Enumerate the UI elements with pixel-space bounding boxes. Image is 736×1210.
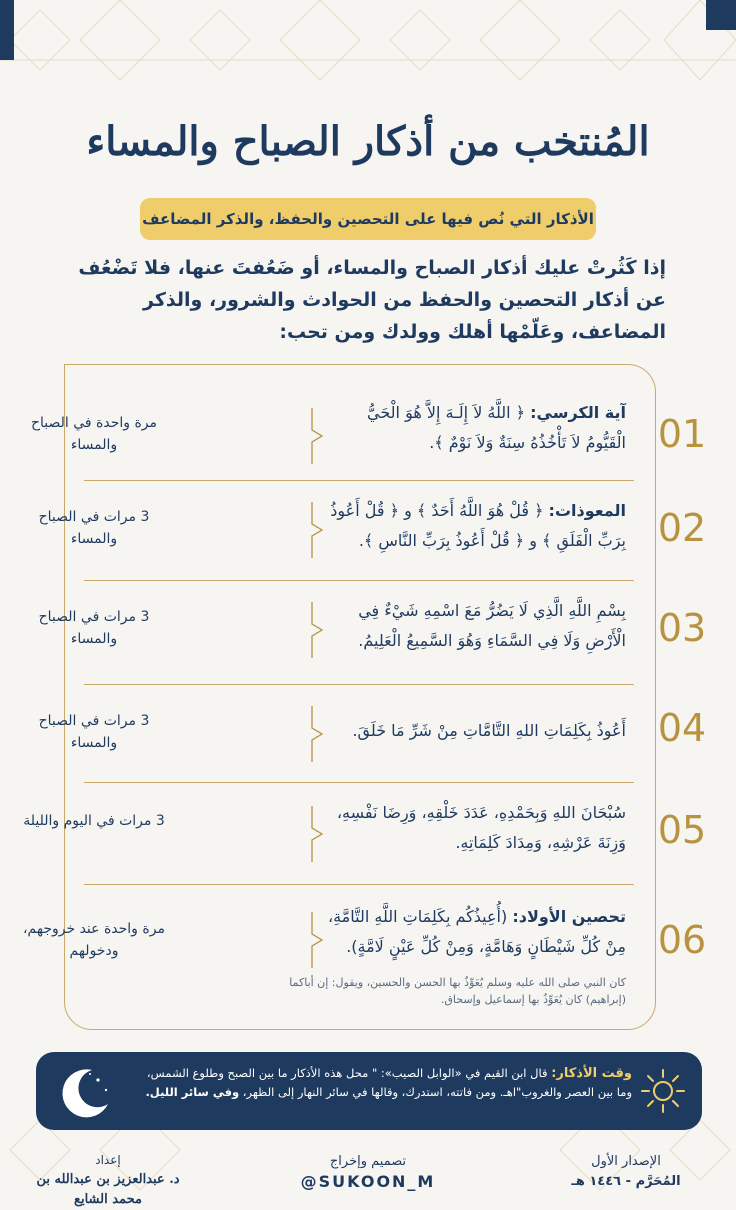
author-credit <box>28 1150 188 1210</box>
item-dhikr: أَعُوذُ بِكَلِمَاتِ اللهِ التَّامَّاتِ مِنْ شَرِّ مَا خَلَقَ. <box>352 721 626 740</box>
item-label: المعوذات: <box>548 501 626 520</box>
row-divider <box>84 684 634 685</box>
item-frequency: 3 مرات في الصباح والمساء <box>38 713 150 751</box>
bracket-icon <box>310 912 324 968</box>
subtitle-banner <box>140 198 596 240</box>
item-label: آية الكرسي: <box>530 403 626 422</box>
bracket-icon <box>310 502 324 558</box>
edition-info <box>556 1152 696 1192</box>
item-number: 01 <box>657 412 707 456</box>
sun-icon <box>638 1066 688 1116</box>
item-frequency: مرة واحدة في الصباح والمساء <box>30 415 158 453</box>
prepared-label: إعداد <box>95 1153 121 1167</box>
page-title: المُنتخب من أذكار الصباح والمساء <box>86 118 650 165</box>
time-banner-body: قال ابن القيم في «الوابل الصيب»: " محل هذه الأذكار ما بين الصبح وطلوع الشمس، وما بين العصر والغروب"اهـ. ومن فاتته، استدرك، وقالها في سائر النهار إلى الظهر، <box>146 1066 632 1099</box>
item-text <box>326 398 626 458</box>
corner-decoration-right <box>706 0 736 30</box>
item-frequency: 3 مرات في الصباح والمساء <box>38 609 150 647</box>
author-signature: د. عبدالعزيز بن عبدالله بن محمد الشايع <box>36 1172 180 1207</box>
footer <box>0 1140 736 1207</box>
row-divider <box>84 782 634 783</box>
edition-date: المُحَرَّم - ١٤٤٦ هـ <box>571 1174 681 1189</box>
row-divider <box>84 580 634 581</box>
edition-label: الإصدار الأول <box>591 1154 661 1169</box>
item-dhikr: ﴿ قُلْ هُوَ اللَّهُ أَحَدٌ ﴾ و ﴿ قُلْ أَعُوذُ بِرَبِّ الْفَلَقِ ﴾ و ﴿ قُلْ أَعُوذُ بِرَبِّ النَّاسِ ﴾. <box>330 501 626 550</box>
row-divider <box>84 884 634 885</box>
corner-decoration-left <box>0 0 14 60</box>
design-credit <box>268 1152 468 1192</box>
item-dhikr: سُبْحَانَ اللهِ وَبِحَمْدِهِ، عَدَدَ خَلْقِهِ، وَرِضَا نَفْسِهِ، وَزِنَةَ عَرْشِهِ، وَمِدَادَ كَلِمَاتِهِ. <box>336 803 626 852</box>
time-banner <box>36 1052 702 1130</box>
bracket-icon <box>310 706 324 762</box>
item-frequency: 3 مرات في اليوم والليلة <box>23 813 165 829</box>
item-number: 06 <box>657 918 707 962</box>
intro-paragraph: إذا كَثُرتْ عليك أذكار الصباح والمساء، أو ضَعُفتَ عنها، فلا تَضْعُف عن أذكار التحصين والحفظ من الحوادث والشرور، والذكر المضاعف، وعَلّمْها أهلك وولدك ومن تحب: <box>78 257 666 343</box>
item-frequency: 3 مرات في الصباح والمساء <box>38 509 150 547</box>
bracket-icon <box>310 408 324 464</box>
item-number: 04 <box>657 706 707 750</box>
item-label: تحصين الأولاد: <box>512 907 626 926</box>
item-text <box>326 902 626 962</box>
item-text <box>326 596 626 656</box>
row-divider <box>84 480 634 481</box>
item-text <box>326 798 626 858</box>
item-dhikr: ﴿ اللَّهُ لاَ إِلَـهَ إِلاَّ هُوَ الْحَيُّ الْقَيُّومُ لاَ تَأْخُذُهُ سِنَةٌ وَلاَ نَوْمٌ ﴾. <box>367 403 626 452</box>
bracket-icon <box>310 602 324 658</box>
item-frequency: مرة واحدة عند خروجهم، ودخولهم <box>23 921 165 959</box>
design-label: تصميم وإخراج <box>329 1154 407 1169</box>
designer-handle[interactable]: @SUKOON_M <box>300 1172 436 1191</box>
top-pattern-decoration <box>0 0 736 110</box>
moon-icon <box>54 1060 118 1124</box>
item-dhikr: (أُعِيذُكُم بِكَلِمَاتِ اللَّهِ التَّامَّةِ، مِنْ كُلِّ شَيْطَانٍ وَهَامَّةٍ، وَمِنْ كُلِّ عَيْنٍ لَامَّةٍ). <box>327 907 626 956</box>
time-banner-text <box>132 1064 632 1102</box>
time-banner-body-bold: وفي سائر الليل. <box>145 1085 240 1099</box>
item-number: 05 <box>657 808 707 852</box>
subtitle-text: الأذكار التي نُص فيها على التحصين والحفظ، والذكر المضاعف <box>142 210 594 228</box>
item-note: كان النبي صلى الله عليه وسلم يُعَوِّذُ بها الحسن والحسين، ويقول: إن أباكما (إبراهيم) كان يُعَوِّذُ بها إسماعيل وإسحاق. <box>289 976 626 1006</box>
item-number: 03 <box>657 606 707 650</box>
item-text <box>326 496 626 556</box>
item-text <box>326 716 626 746</box>
time-banner-label: وقت الأذكار: <box>551 1066 632 1081</box>
item-dhikr: بِسْمِ اللَّهِ الَّذِي لَا يَضُرُّ مَعَ اسْمِهِ شَيْءٌ فِي الْأَرْضِ وَلَا فِي السَّمَاءِ وَهُوَ السَّمِيعُ الْعَلِيمُ. <box>358 601 626 650</box>
item-number: 02 <box>657 506 707 550</box>
bracket-icon <box>310 806 324 862</box>
